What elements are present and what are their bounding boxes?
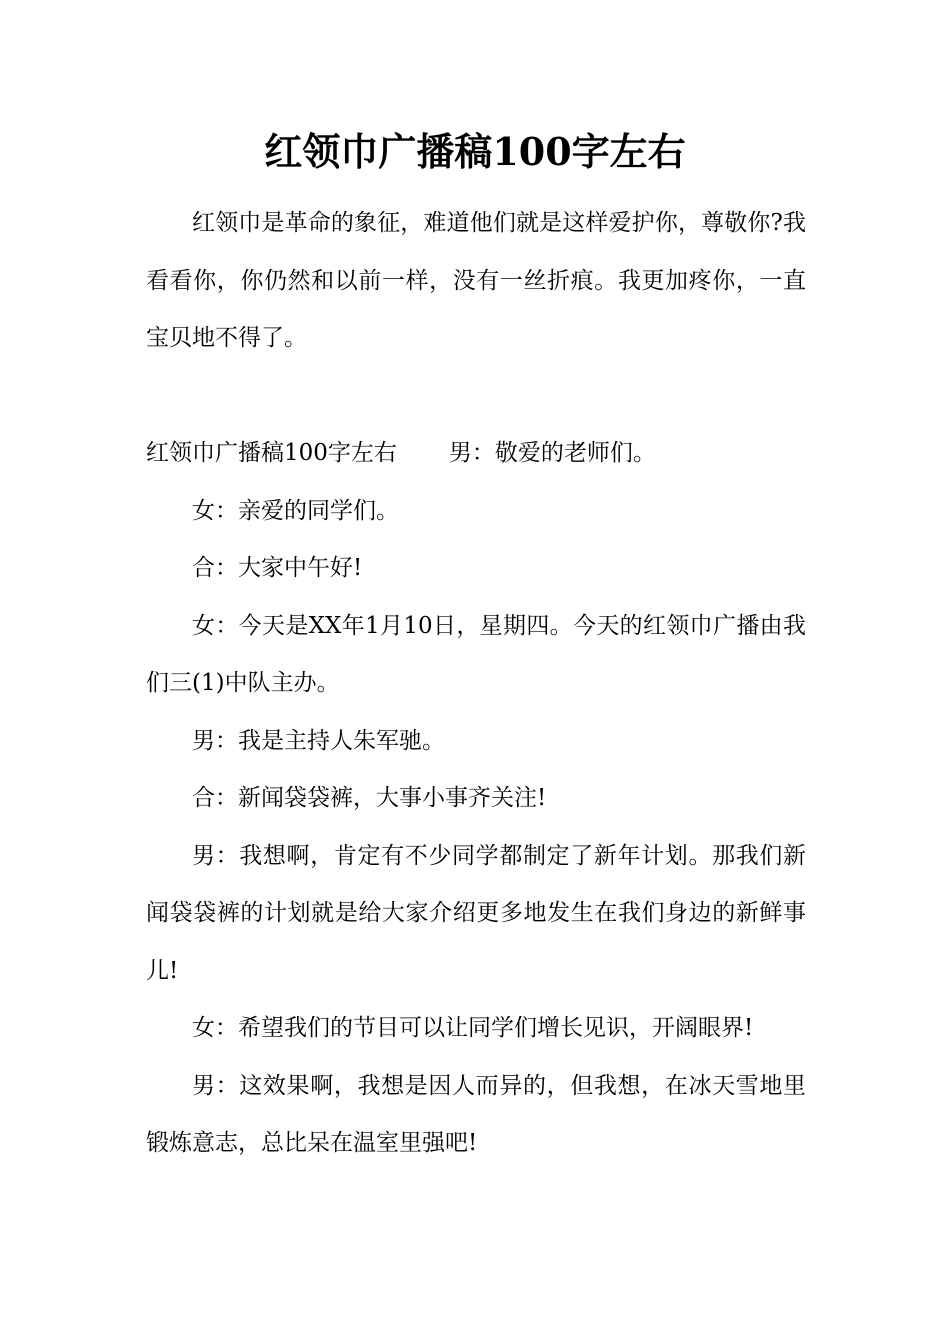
intro-paragraph: 红领巾是革命的象征，难道他们就是这样爱护你，尊敬你?我看看你，你仍然和以前一样，没有一丝折痕。我更加疼你，一直宝贝地不得了。 xyxy=(146,210,806,351)
dialogue-line: 女：亲爱的同学们。 xyxy=(192,497,399,524)
document-title: 红领巾广播稿100字左右 xyxy=(264,129,686,174)
script-heading-line xyxy=(146,425,806,483)
paragraph-spacer xyxy=(146,368,806,426)
script-heading: 红领巾广播稿100字左右 xyxy=(146,440,397,466)
dialogue-line: 男：我想啊，肯定有不少同学都制定了新年计划。那我们新闻袋袋裤的计划就是给大家介绍更多地发生在我们身边的新鲜事儿! xyxy=(146,842,806,984)
dialogue-line: 男：我是主持人朱军驰。 xyxy=(192,727,445,754)
dialogue-line: 合：新闻袋袋裤，大事小事齐关注! xyxy=(192,785,547,811)
dialogue-line: 合：大家中午好! xyxy=(192,555,363,581)
document-body xyxy=(146,195,806,1173)
dialogue-line: 男：这效果啊，我想是因人而异的，但我想，在冰天雪地里锻炼意志，总比呆在温室里强吧! xyxy=(146,1072,806,1156)
dialogue-line: 女：希望我们的节目可以让同学们增长见识，开阔眼界! xyxy=(192,1015,754,1041)
dialogue-line: 女：今天是XX年1月10日，星期四。今天的红领巾广播由我们三(1)中队主办。 xyxy=(146,612,806,696)
dialogue-line: 男：敬爱的老师们。 xyxy=(448,440,656,466)
